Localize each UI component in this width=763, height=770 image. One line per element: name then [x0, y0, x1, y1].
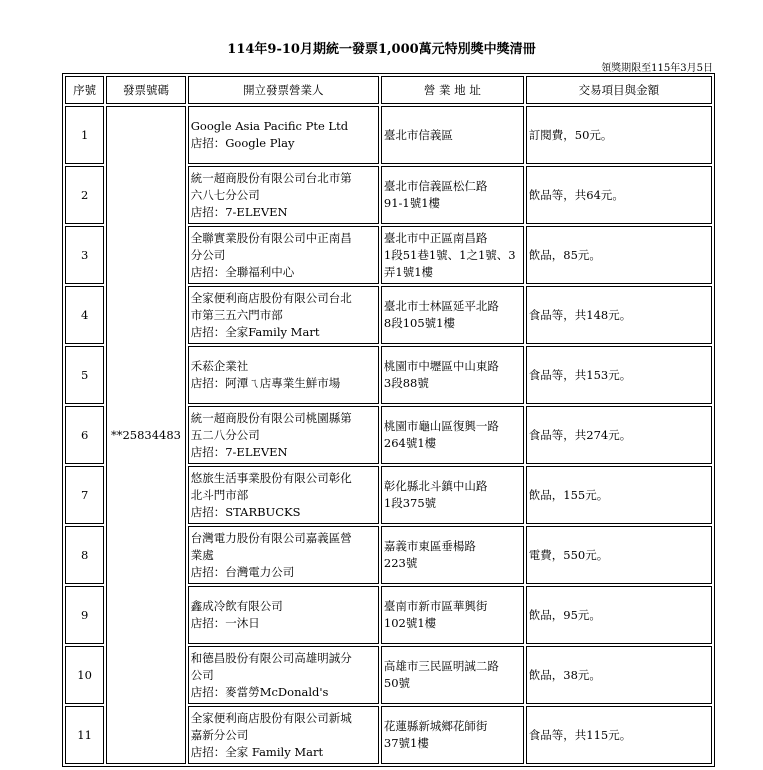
item-amount-cell: 飲品，155元。	[526, 466, 712, 524]
address-line: 臺北市信義區松仁路	[383, 179, 488, 193]
address-line: 弄1號1樓	[383, 264, 434, 279]
row-number: 5	[65, 346, 104, 404]
address-line: 37號1樓	[383, 736, 429, 750]
address-line: 彰化縣北斗鎮中山路	[383, 479, 488, 493]
merchant-line: 市第三五六門市部	[190, 307, 283, 322]
row-number: 4	[65, 286, 104, 344]
merchant-line: 和德昌股份有限公司高雄明誠分	[190, 650, 352, 665]
winners-table	[62, 73, 715, 767]
merchant-cell	[188, 586, 379, 644]
merchant-line: Google Asia Pacific Pte Ltd	[190, 119, 349, 133]
merchant-cell	[188, 106, 379, 164]
address-line: 1段51巷1號、1之1號、3	[383, 247, 516, 262]
row-number: 11	[65, 706, 104, 764]
merchant-line: 北斗門市部	[190, 487, 249, 502]
address-line: 桃園市中壢區中山東路	[383, 359, 499, 373]
row-number: 3	[65, 226, 104, 284]
row-number: 1	[65, 106, 104, 164]
address-line: 264號1樓	[383, 436, 437, 450]
merchant-line: 嘉新分公司	[190, 727, 249, 742]
address-cell	[381, 646, 524, 704]
address-line: 8段105號1樓	[383, 316, 455, 330]
merchant-line: 五二八分公司	[190, 427, 260, 442]
merchant-line: 店招：全聯福利中心	[190, 264, 295, 279]
merchant-line: 店招：阿潭ㄟ店專業生鮮市場	[190, 376, 341, 390]
column-header-address: 營 業 地 址	[381, 76, 524, 104]
merchant-cell	[188, 646, 379, 704]
item-amount-cell: 訂閱費，50元。	[526, 106, 712, 164]
address-line: 1段375號	[383, 496, 437, 510]
address-line: 臺北市士林區延平北路	[383, 299, 499, 313]
merchant-line: 全聯實業股份有限公司中正南昌	[190, 230, 352, 245]
table-row	[65, 106, 712, 164]
merchant-line: 鑫成冷飲有限公司	[190, 599, 283, 613]
address-cell	[381, 586, 524, 644]
document-title: 114年9-10月期統一發票1,000萬元特別獎中獎清冊	[227, 42, 536, 57]
table-body	[65, 106, 712, 764]
merchant-line: 店招：麥當勞McDonald's	[190, 684, 329, 699]
table-header-row	[65, 76, 712, 104]
merchant-line: 店招：一沐日	[190, 616, 260, 630]
item-amount-cell: 電費，550元。	[526, 526, 712, 584]
address-cell	[381, 706, 524, 764]
merchant-cell	[188, 466, 379, 524]
merchant-cell	[188, 166, 379, 224]
address-line: 50號	[383, 676, 411, 690]
merchant-line: 統一超商股份有限公司台北市第	[190, 170, 352, 185]
merchant-cell	[188, 346, 379, 404]
column-header-number: 序號	[65, 76, 104, 104]
merchant-line: 店招：7-ELEVEN	[190, 204, 288, 219]
merchant-line: 分公司	[190, 247, 226, 262]
merchant-line: 悠旅生活事業股份有限公司彰化	[190, 470, 352, 485]
address-line: 臺北市中正區南昌路	[383, 230, 488, 245]
item-amount-cell: 食品等，共148元。	[526, 286, 712, 344]
merchant-line: 禾菘企業社	[190, 359, 249, 373]
item-amount-cell: 飲品，38元。	[526, 646, 712, 704]
merchant-line: 公司	[190, 667, 214, 682]
address-cell	[381, 106, 524, 164]
row-number: 7	[65, 466, 104, 524]
address-cell	[381, 406, 524, 464]
merchant-line: 店招：7-ELEVEN	[190, 444, 288, 459]
address-line: 223號	[383, 556, 418, 570]
merchant-line: 店招：全家Family Mart	[190, 324, 320, 339]
merchant-cell	[188, 526, 379, 584]
address-line: 高雄市三民區明誠二路	[383, 659, 499, 673]
address-line: 91-1號1樓	[383, 196, 441, 210]
row-number: 8	[65, 526, 104, 584]
merchant-line: 店招：Google Play	[190, 136, 295, 150]
item-amount-cell: 飲品，85元。	[526, 226, 712, 284]
address-cell	[381, 286, 524, 344]
merchant-cell	[188, 226, 379, 284]
merchant-line: 店招：全家 Family Mart	[190, 744, 324, 759]
merchant-line: 台灣電力股份有限公司嘉義區營	[190, 530, 352, 545]
row-number: 2	[65, 166, 104, 224]
address-cell	[381, 226, 524, 284]
merchant-line: 店招：台灣電力公司	[190, 564, 295, 579]
address-cell	[381, 346, 524, 404]
address-line: 102號1樓	[383, 616, 437, 630]
row-number: 9	[65, 586, 104, 644]
item-amount-cell: 食品等，共274元。	[526, 406, 712, 464]
item-amount-cell: 食品等，共153元。	[526, 346, 712, 404]
invoice-number: **25834483	[106, 106, 185, 764]
address-line: 臺北市信義區	[383, 127, 453, 142]
merchant-line: 業處	[190, 547, 214, 562]
merchant-line: 店招：STARBUCKS	[190, 504, 301, 519]
claim-deadline-note: 領獎期限至115年3月5日	[601, 63, 713, 74]
merchant-cell	[188, 706, 379, 764]
merchant-cell	[188, 286, 379, 344]
address-line: 桃園市龜山區復興一路	[383, 419, 499, 433]
address-line: 臺南市新市區華興街	[383, 599, 488, 613]
address-line: 3段88號	[383, 376, 429, 390]
address-line: 嘉義市東區垂楊路	[383, 539, 476, 553]
row-number: 10	[65, 646, 104, 704]
address-line: 花蓮縣新城鄉花師街	[383, 719, 488, 733]
row-number: 6	[65, 406, 104, 464]
column-header-merchant: 開立發票營業人	[188, 76, 379, 104]
column-header-invoice: 發票號碼	[106, 76, 185, 104]
merchant-cell	[188, 406, 379, 464]
item-amount-cell: 飲品，95元。	[526, 586, 712, 644]
item-amount-cell: 食品等，共115元。	[526, 706, 712, 764]
address-cell	[381, 466, 524, 524]
address-cell	[381, 166, 524, 224]
merchant-line: 統一超商股份有限公司桃園縣第	[190, 410, 352, 425]
item-amount-cell: 飲品等，共64元。	[526, 166, 712, 224]
merchant-line: 全家便利商店股份有限公司台北	[190, 290, 352, 305]
column-header-item: 交易項目與金額	[526, 76, 712, 104]
merchant-line: 六八七分公司	[190, 187, 260, 202]
merchant-line: 全家便利商店股份有限公司新城	[190, 710, 352, 725]
address-cell	[381, 526, 524, 584]
